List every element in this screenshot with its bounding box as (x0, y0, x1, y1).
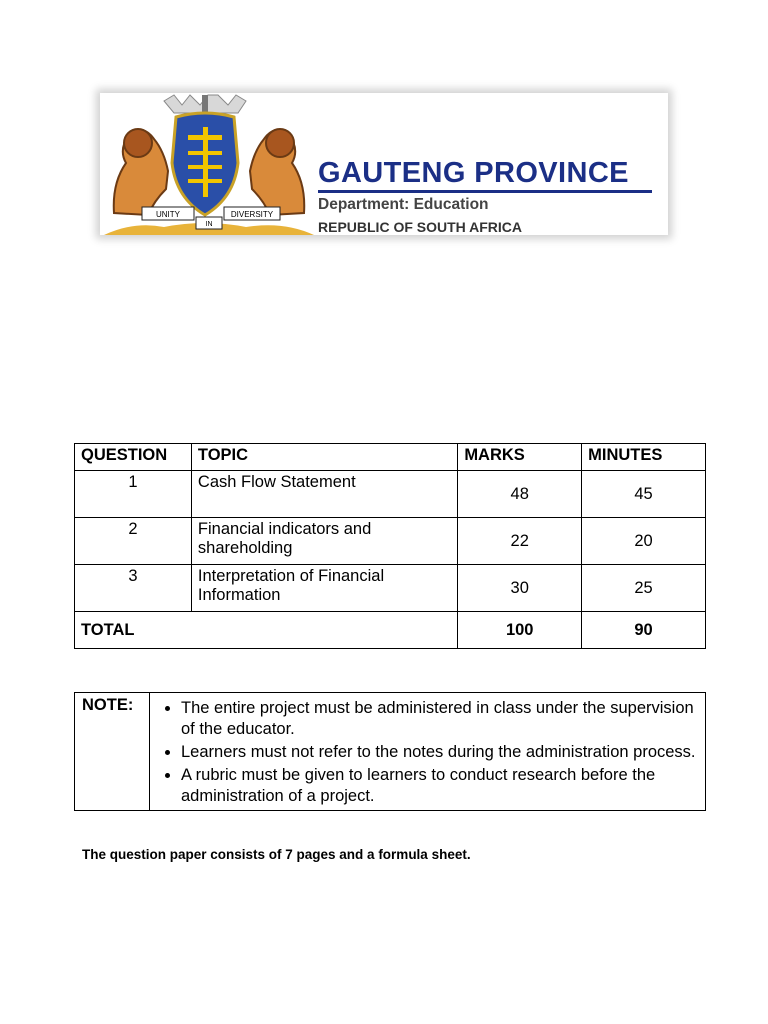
header-marks: MARKS (458, 444, 582, 471)
note-item: • Learners must not refer to the notes during the administration process. (181, 742, 698, 763)
question-topic: Financial indicators and shareholding (191, 518, 457, 565)
question-minutes: 45 (582, 471, 706, 518)
questions-table (74, 443, 706, 649)
question-marks: 30 (458, 565, 582, 612)
table-header-row (75, 444, 706, 471)
table-row (75, 565, 706, 612)
motto-diversity: DIVERSITY (230, 210, 274, 219)
header-topic: TOPIC (191, 444, 457, 471)
table-row (75, 518, 706, 565)
question-marks: 22 (458, 518, 582, 565)
note-content (150, 693, 706, 811)
province-name: GAUTENG PROVINCE (318, 157, 629, 189)
coat-of-arms-icon (104, 93, 314, 235)
gauteng-education-logo (100, 93, 668, 235)
department-name: Department: Education (318, 196, 489, 213)
question-marks: 48 (458, 471, 582, 518)
question-number: 3 (75, 565, 192, 612)
question-topic: Interpretation of Financial Information (191, 565, 457, 612)
total-label: TOTAL (75, 612, 458, 649)
question-topic: Cash Flow Statement (191, 471, 457, 518)
header-question: QUESTION (75, 444, 192, 471)
note-item: • A rubric must be given to learners to conduct research before the administration of a project. (181, 765, 698, 807)
question-minutes: 20 (582, 518, 706, 565)
motto-unity: UNITY (156, 210, 180, 219)
header-minutes: MINUTES (582, 444, 706, 471)
logo-divider (318, 190, 652, 193)
motto-in: IN (205, 221, 213, 228)
note-box (74, 692, 706, 811)
total-minutes: 90 (582, 612, 706, 649)
country-name: REPUBLIC OF SOUTH AFRICA (318, 219, 523, 235)
total-row (75, 612, 706, 649)
question-minutes: 25 (582, 565, 706, 612)
question-number: 2 (75, 518, 192, 565)
page-count-statement: The question paper consists of 7 pages and a formula sheet. (82, 847, 471, 862)
total-marks: 100 (458, 612, 582, 649)
note-item: • The entire project must be administered in class under the supervision of the educator. (181, 698, 698, 740)
question-number: 1 (75, 471, 192, 518)
note-label: NOTE: (75, 693, 150, 811)
note-list (151, 698, 698, 807)
table-row (75, 471, 706, 518)
